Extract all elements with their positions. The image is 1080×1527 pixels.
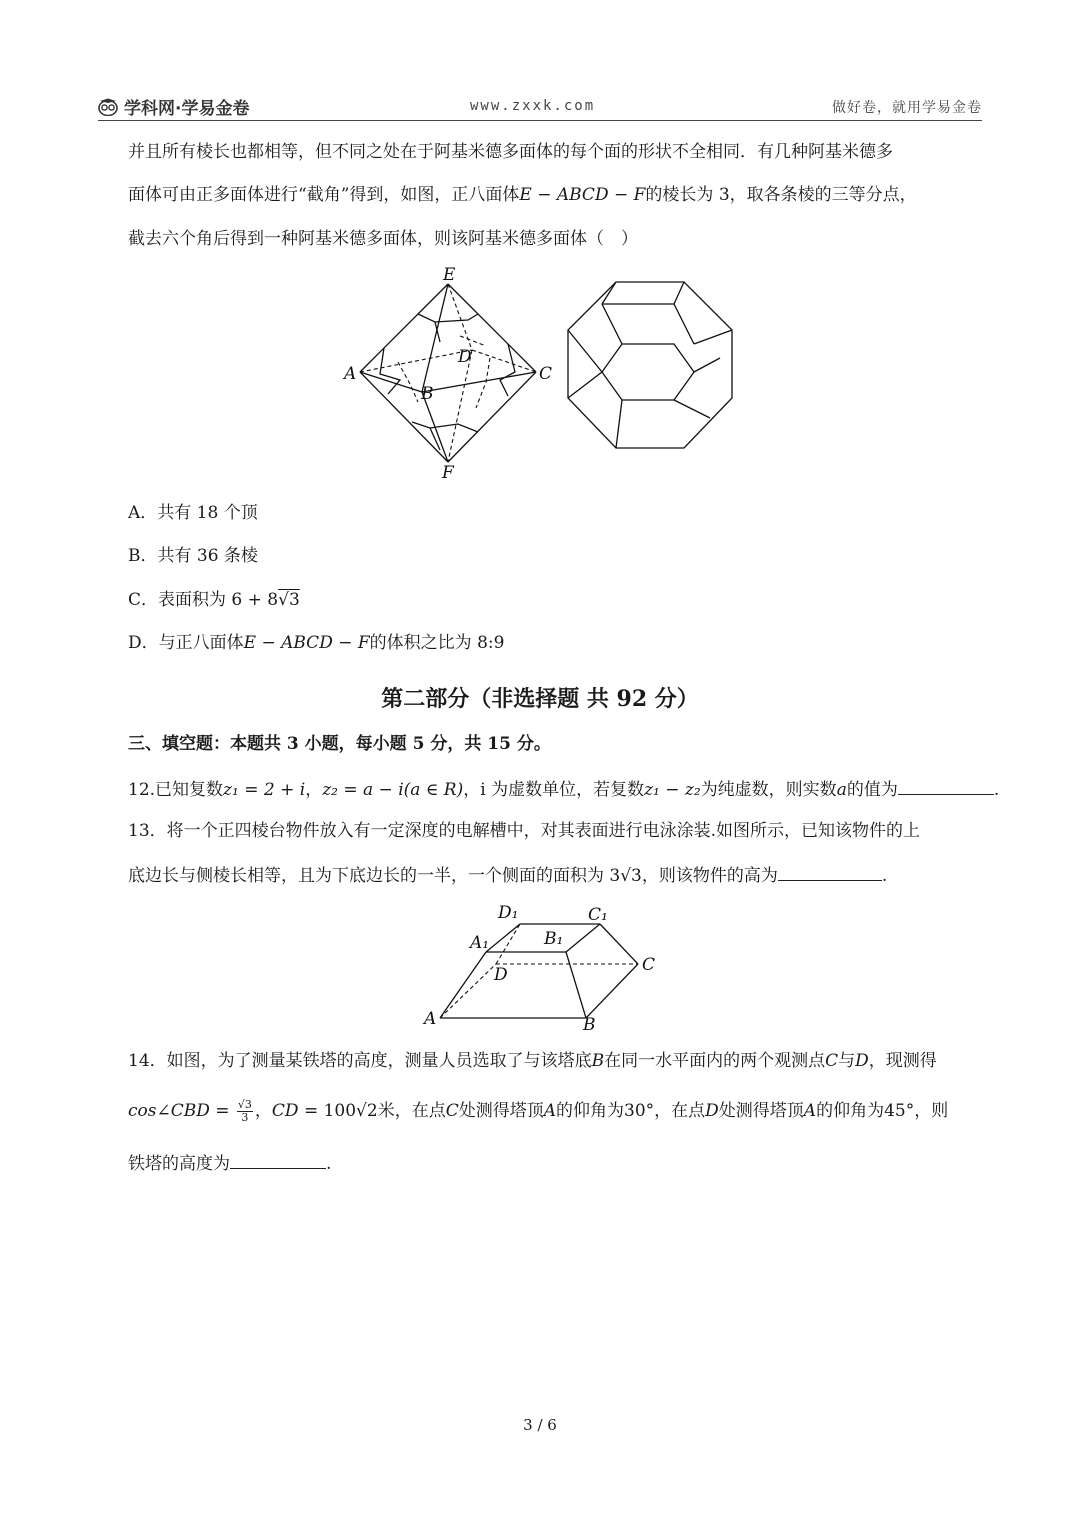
- q11-line2-text-b: 的棱长为 3，取各条棱的三等分点，: [645, 185, 917, 205]
- q13-text: 底边长与侧棱长相等，且为下底边长的一半，一个侧面的面积为 3√3，则该物件的高为: [128, 866, 778, 886]
- label-B: B: [583, 1015, 596, 1034]
- q13-line1: 13．将一个正四棱台物件放入有一定深度的电解槽中，对其表面进行电泳涂装.如图所示，已知该物件的上: [128, 821, 921, 841]
- edge-DD1-hidden: [496, 924, 520, 964]
- front-hexagon: [602, 344, 694, 400]
- q12-text-5: 的值为: [846, 780, 898, 800]
- q14-text-9: 处测得塔顶: [718, 1101, 804, 1121]
- q12-end: .: [993, 780, 1000, 800]
- edge-BB1: [566, 952, 586, 1018]
- q14-end: .: [326, 1154, 332, 1174]
- q12-answer-blank[interactable]: [898, 780, 994, 795]
- q14-text-6: = 100√2米，在点: [298, 1101, 446, 1121]
- q14-math-B: B: [591, 1051, 605, 1071]
- edge-ED-hidden: [448, 284, 472, 350]
- header-slogan: 做好卷，就用学易金卷: [832, 100, 982, 116]
- q14-text-5: ，: [254, 1101, 272, 1121]
- q11-option-d-text-a: D．与正八面体: [128, 633, 244, 653]
- q11-line3: 截去六个角后得到一种阿基米德多面体，则该阿基米德多面体（ ）: [128, 229, 638, 249]
- label-A: A: [424, 1009, 437, 1029]
- edge-EA: [360, 284, 448, 372]
- q14-text-4: ，现测得: [868, 1051, 937, 1071]
- q14-text-2: 在同一水平面内的两个观测点: [604, 1051, 826, 1071]
- q14-math-A2: A: [803, 1101, 817, 1121]
- logo-owl-icon: [98, 98, 118, 116]
- q14-text-11: 铁塔的高度为: [128, 1154, 230, 1174]
- header-logo: [98, 94, 249, 119]
- q14-math-C: C: [825, 1051, 839, 1071]
- q14-fraction-denominator: 3: [241, 1111, 249, 1124]
- q14-math-CD: CD: [271, 1101, 299, 1121]
- q14-text-7: 处测得塔顶: [458, 1101, 544, 1121]
- q14-line3: [128, 1154, 331, 1173]
- frustum-figure: [420, 898, 670, 1034]
- q14-answer-blank[interactable]: [230, 1154, 326, 1169]
- q14-text-8: 的仰角为30°，在点: [556, 1101, 706, 1121]
- q11-option-a: A．共有 18 个顶: [128, 503, 258, 523]
- q14-cos-expression: cos∠CBD =: [128, 1101, 235, 1121]
- q11-option-d-text-b: 的体积之比为 8:9: [369, 633, 505, 653]
- q11-octahedron-math: E − ABCD − F: [519, 185, 646, 205]
- label-C: C: [642, 955, 656, 975]
- page-number: 3 / 6: [523, 1416, 557, 1434]
- q12-math-a: a: [836, 780, 847, 800]
- octahedron-figure: [340, 262, 560, 482]
- q14-fraction: [237, 1099, 253, 1124]
- q14-math-D2: D: [705, 1101, 719, 1121]
- q14-math-A: A: [543, 1101, 557, 1121]
- q12-text-4: 为纯虚数，则实数: [700, 780, 837, 800]
- q11-line2-text-a: 面体可由正多面体进行“截角”得到，如图，正八面体: [128, 185, 520, 205]
- q12-text-1: 已知复数: [155, 780, 224, 800]
- label-A1: A₁: [470, 933, 490, 953]
- q13-end: .: [881, 866, 888, 886]
- q14-text-10: 的仰角为45°，则: [816, 1101, 949, 1121]
- q12-number: 12.: [128, 780, 156, 800]
- q12-math-diff: z₁ − z₂: [644, 780, 701, 800]
- truncated-octahedron-figure: [560, 278, 740, 456]
- q11-option-c: [128, 592, 300, 609]
- fill-in-heading: 三、填空题：本题共 3 小题，每小题 5 分，共 15 分。: [128, 734, 551, 754]
- header-url[interactable]: www.zxxk.com: [470, 98, 596, 114]
- q11-option-d: [128, 635, 504, 652]
- q11-option-c-text: C．表面积为 6 + 8: [128, 590, 279, 610]
- header-rule: [98, 120, 982, 121]
- label-D: D: [458, 347, 472, 367]
- label-B1: B₁: [544, 929, 564, 949]
- q14-math-D: D: [855, 1051, 869, 1071]
- q11-line2: [128, 187, 917, 204]
- edge-A1D1: [486, 924, 520, 952]
- q14-math-C2: C: [445, 1101, 459, 1121]
- logo-text: 学科网·学易金卷: [124, 99, 250, 119]
- edge-AD-hidden: [440, 964, 496, 1018]
- part2-title: 第二部分（非选择题 共 92 分）: [381, 686, 699, 712]
- label-E: E: [443, 265, 456, 285]
- q13-answer-blank[interactable]: [778, 866, 882, 881]
- edge-DC-hidden: [472, 350, 536, 372]
- q11-line1: 并且所有棱长也都相等，但不同之处在于阿基米德多面体的每个面的形状不全相同．有几种阿基米德多: [128, 142, 893, 162]
- q11-option-b: B．共有 36 条棱: [128, 546, 258, 566]
- q12-math-z2: z₂ = a − i(a ∈ R): [322, 780, 464, 800]
- edge-AF: [360, 372, 448, 462]
- q14-line1: [128, 1053, 937, 1070]
- label-D: D: [494, 965, 508, 985]
- label-D1: D₁: [498, 903, 519, 923]
- label-F: F: [442, 463, 454, 482]
- edge-BC: [586, 964, 638, 1018]
- label-B: B: [421, 384, 434, 404]
- label-C1: C₁: [588, 905, 608, 925]
- q12-text-2: ，: [305, 780, 323, 800]
- q11-option-c-sqrt: √3: [278, 590, 300, 610]
- edge-C1C: [600, 924, 638, 964]
- label-A: A: [344, 364, 357, 384]
- q12-line: [128, 780, 999, 799]
- q14-line2: [128, 1096, 948, 1126]
- q14-text-3: 与: [838, 1051, 856, 1071]
- q12-text-3: ，i 为虚数单位，若复数: [463, 780, 645, 800]
- edge-EB: [422, 284, 448, 392]
- label-C: C: [539, 364, 553, 384]
- edge-B1C1: [566, 924, 600, 952]
- q12-math-z1: z₁ = 2 + i: [223, 780, 306, 800]
- q11-option-d-math: E − ABCD − F: [243, 633, 370, 653]
- q14-fraction-numerator: √3: [237, 1097, 252, 1111]
- edge-AA1: [440, 952, 486, 1018]
- q14-text-1: 14．如图，为了测量某铁塔的高度，测量人员选取了与该塔底: [128, 1051, 592, 1071]
- q13-line2: [128, 866, 887, 885]
- edge-AD-hidden: [360, 350, 472, 372]
